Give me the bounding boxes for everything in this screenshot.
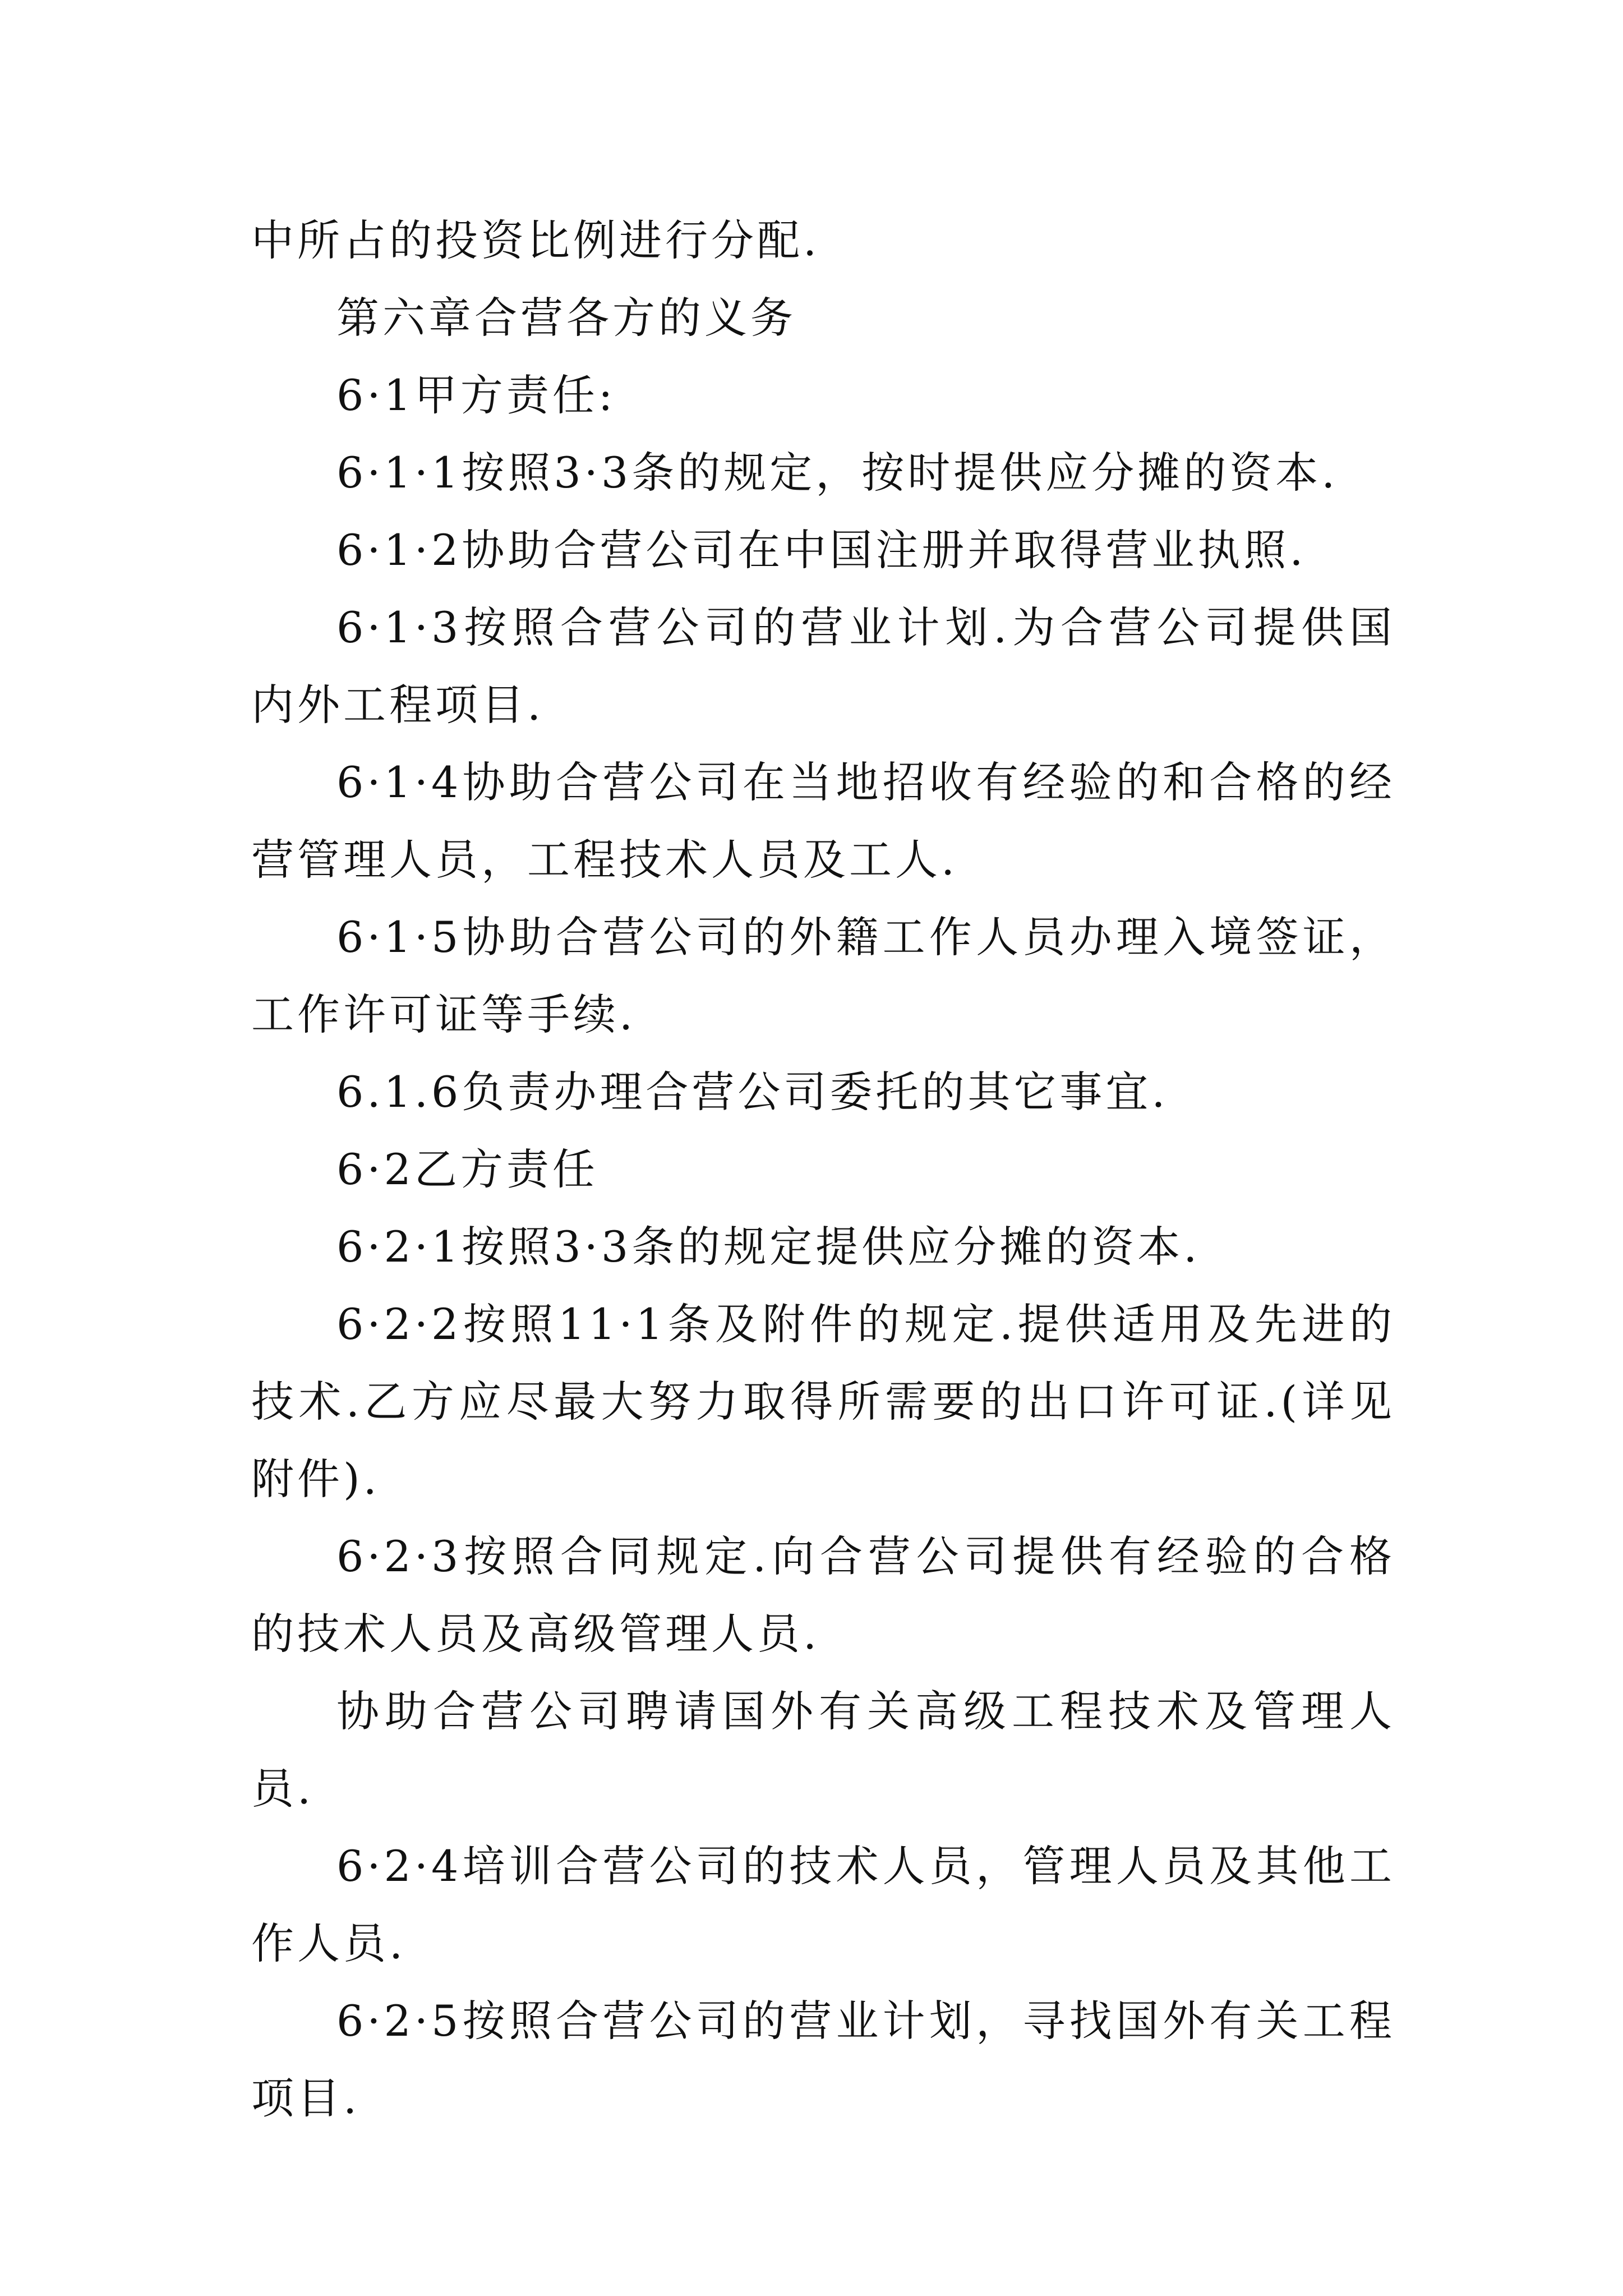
section-heading-party-a: 6·1甲方责任:: [336, 370, 616, 420]
clause-6-2-3-continued: 协助合营公司聘请国外有关高级工程技术及管理人员.: [251, 1686, 1395, 1814]
clause-6-1-3: 6·1·3按照合营公司的营业计划.为合营公司提供国内外工程项目.: [251, 602, 1395, 730]
clause-6-2-3: 6·2·3按照合同规定.向合营公司提供有经验的合格的技术人员及高级管理人员.: [251, 1531, 1395, 1659]
clause-6-1-5: 6·1·5协助合营公司的外籍工作人员办理入境签证，工作许可证等手续.: [251, 912, 1395, 1039]
clause-6-2-2: 6·2·2按照11·1条及附件的规定.提供适用及先进的技术.乙方应尽最大努力取得所需要的出口许可证.(详见附件).: [251, 1299, 1395, 1504]
clause-6-1-4: 6·1·4协助合营公司在当地招收有经验的和合格的经营管理人员，工程技术人员及工人.: [251, 757, 1395, 885]
section-heading-party-b: 6·2乙方责任: [336, 1144, 598, 1194]
document-body: [251, 202, 1395, 2137]
clause-6-2-1: 6·2·1按照3·3条的规定提供应分摊的资本.: [336, 1222, 1201, 1272]
paragraph-continuation: 中所占的投资比例进行分配.: [251, 215, 820, 265]
clause-6-1-6: 6.1.6负责办理合营公司委托的其它事宜.: [336, 1067, 1169, 1117]
clause-6-2-4: 6·2·4培训合营公司的技术人员，管理人员及其他工作人员.: [251, 1841, 1395, 1968]
clause-6-1-1: 6·1·1按照3·3条的规定，按时提供应分摊的资本.: [336, 448, 1339, 498]
clause-6-1-2: 6·1·2协助合营公司在中国注册并取得营业执照.: [336, 525, 1307, 575]
clause-6-2-5: 6·2·5按照合营公司的营业计划，寻找国外有关工程项目.: [251, 1996, 1395, 2123]
chapter-heading: 第六章合营各方的义务: [336, 293, 796, 343]
